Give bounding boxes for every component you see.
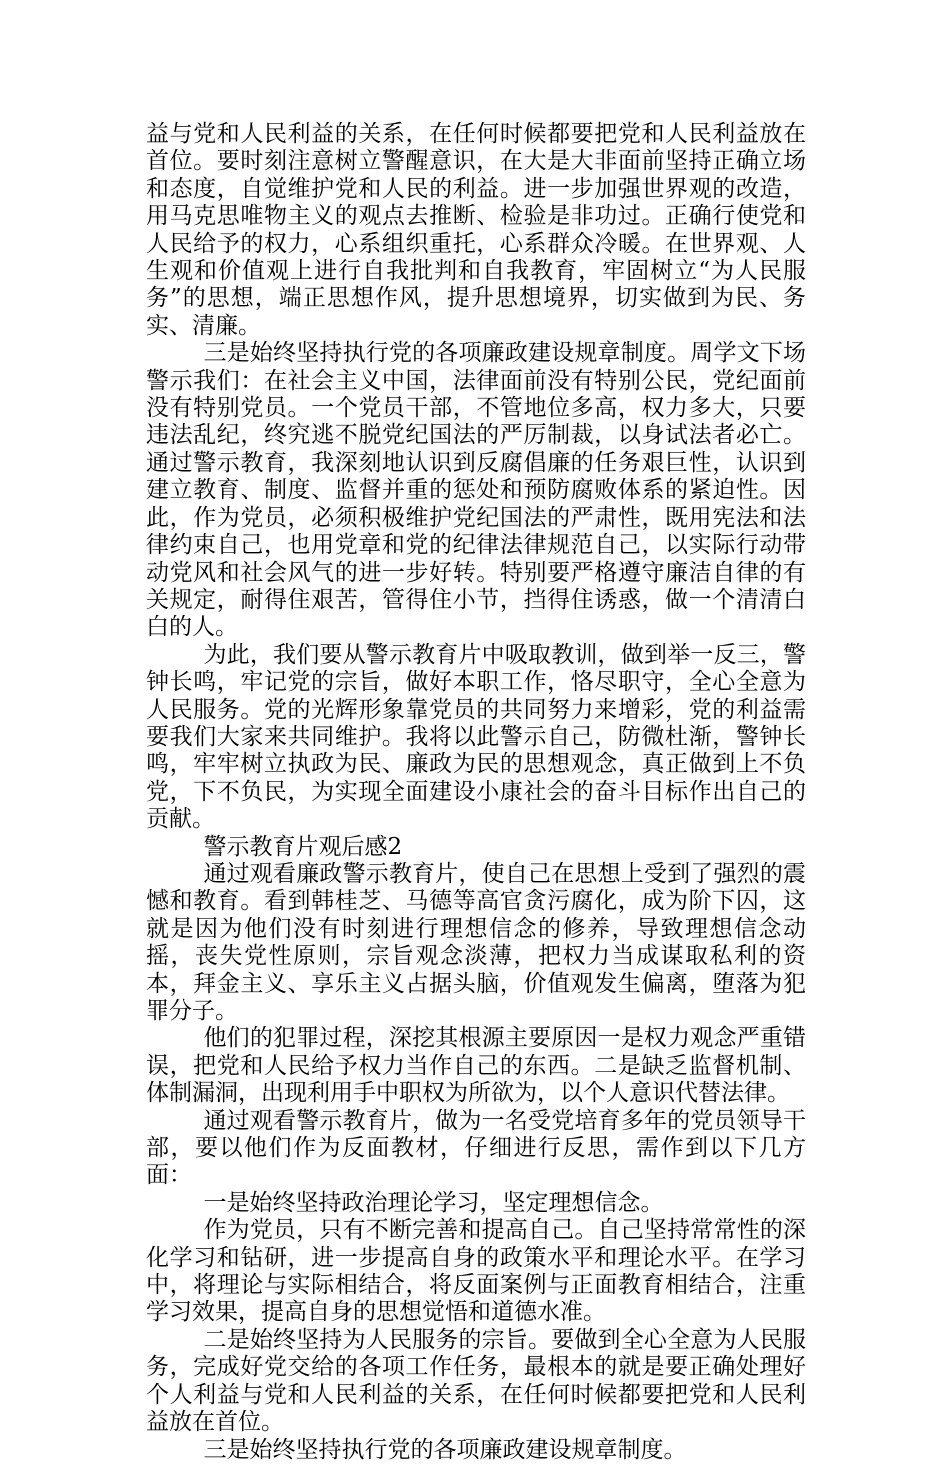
paragraph: 通过观看警示教育片，做为一名受党培育多年的党员领导干部，要以他们作为反面教材，仔细进行反思，需作到以下几方面： bbox=[146, 1107, 806, 1189]
paragraph: 三是始终坚持执行党的各项廉政建设规章制度。周学文下场警示我们：在社会主义中国，法律面前没有特别公民，党纪面前没有特别党员。一个党员干部，不管地位多高，权力多大，只要违法乱纪，终究逃不脱党纪国法的严厉制裁，以身试法者必亡。通过警示教育，我深刻地认识到反腐倡廉的任务艰巨性，认识到建立教育、制度、监督并重的惩处和预防腐败体系的紧迫性。因此，作为党员，必须积极维护党纪国法的严肃性，既用宪法和法律约束自己，也用党章和党的纪律法律规范自己，以实际行动带动党风和社会风气的进一步好转。特别要严格遵守廉洁自律的有关规定，耐得住艰苦，管得住小节，挡得住诱惑，做一个清清白白的人。 bbox=[146, 340, 806, 641]
paragraph: 通过观看廉政警示教育片，使自己在思想上受到了强烈的震憾和教育。看到韩桂芝、马德等高官贪污腐化，成为阶下囚，这就是因为他们没有时刻进行理想信念的修养，导致理想信念动摇，丧失党性原则，宗旨观念淡薄，把权力当成谋取私利的资本，拜金主义、享乐主义占据头脑，价值观发生偏离，堕落为犯罪分子。 bbox=[146, 860, 806, 1024]
section-heading: 警示教育片观后感2 bbox=[203, 833, 403, 860]
paragraph: 三是始终坚持执行党的各项廉政建设规章制度。 bbox=[203, 1436, 687, 1463]
paragraph-continuation: 益与党和人民利益的关系，在任何时候都要把党和人民利益放在首位。要时刻注意树立警醒意识，在大是大非面前坚持正确立场和态度，自觉维护党和人民的利益。进一步加强世界观的改造，用马克思唯物主义的观点去推断、检验是非功过。正确行使党和人民给予的权力，心系组织重托，心系群众冷暖。在世界观、人生观和价值观上进行自我批判和自我教育，牢固树立“为人民服务”的思想，端正思想作风，提升思想境界，切实做到为民、务实、清廉。 bbox=[146, 121, 806, 339]
document-body bbox=[146, 121, 806, 1464]
paragraph: 一是始终坚持政治理论学习，坚定理想信念。 bbox=[203, 1189, 664, 1216]
paragraph: 作为党员，只有不断完善和提高自己。自己坚持常常性的深化学习和钻研，进一步提高自身的政策水平和理论水平。在学习中，将理论与实际相结合，将反面案例与正面教育相结合，注重学习效果，提高自身的思想觉悟和道德水准。 bbox=[146, 1217, 806, 1326]
paragraph: 为此，我们要从警示教育片中吸取教训，做到举一反三，警钟长鸣，牢记党的宗旨，做好本职工作，恪尽职守，全心全意为人民服务。党的光辉形象靠党员的共同努力来增彩，党的利益需要我们大家来共同维护。我将以此警示自己，防微杜渐，警钟长鸣，牢牢树立执政为民、廉政为民的思想观念，真正做到上不负党，下不负民，为实现全面建设小康社会的奋斗目标作出自己的贡献。 bbox=[146, 641, 806, 833]
paragraph: 他们的犯罪过程，深挖其根源主要原因一是权力观念严重错误，把党和人民给予权力当作自己的东西。二是缺乏监督机制、体制漏洞，出现利用手中职权为所欲为，以个人意识代替法律。 bbox=[146, 1025, 806, 1107]
paragraph: 二是始终坚持为人民服务的宗旨。要做到全心全意为人民服务，完成好党交给的各项工作任务，最根本的就是要正确处理好个人利益与党和人民利益的关系，在任何时候都要把党和人民利益放在首位。 bbox=[146, 1326, 806, 1436]
